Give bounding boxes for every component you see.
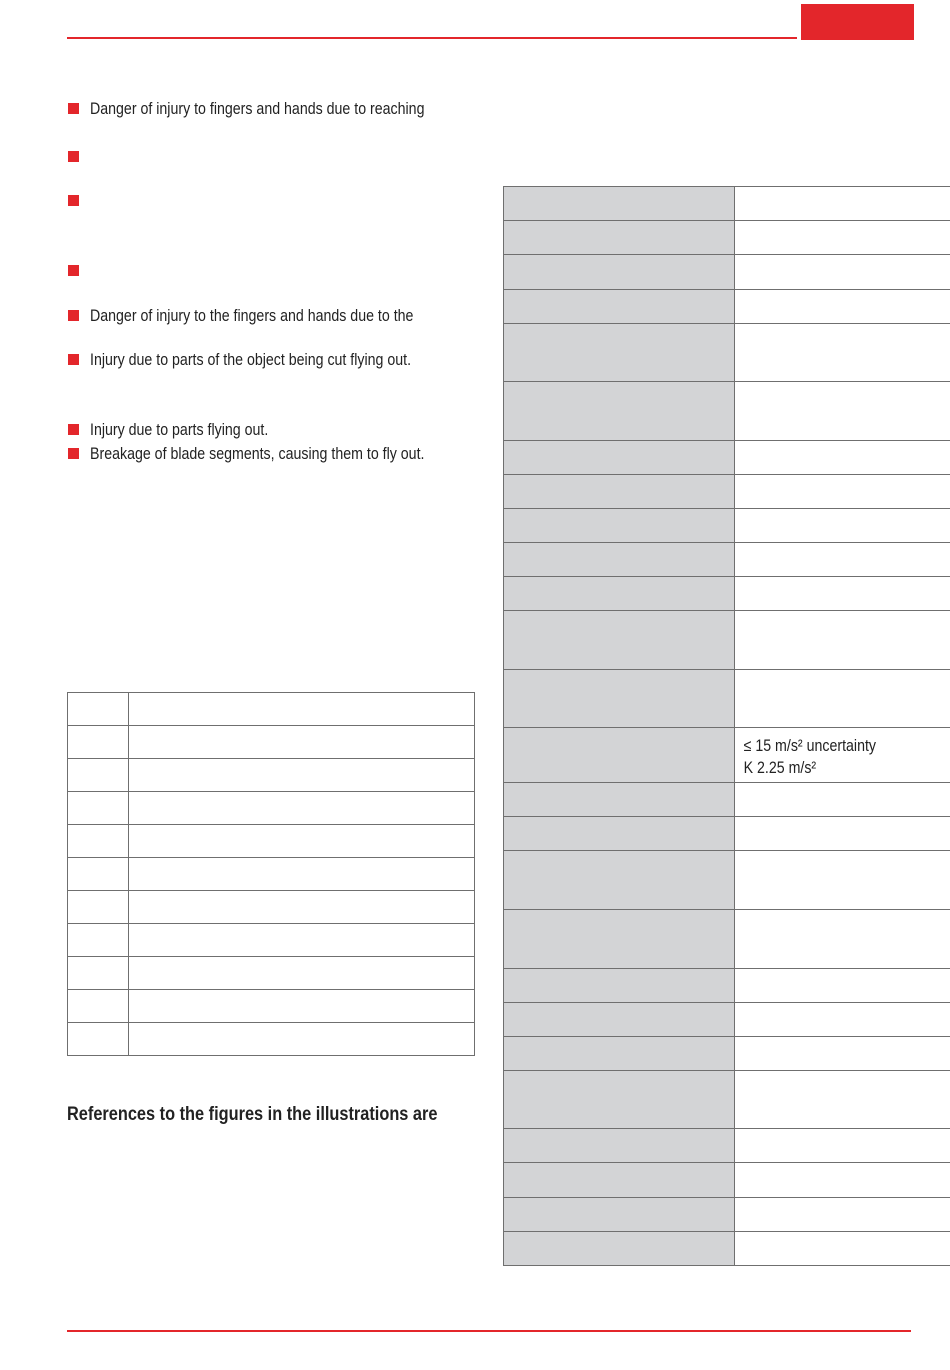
spec-label bbox=[504, 303, 702, 310]
table-row bbox=[504, 783, 950, 817]
spec-value bbox=[735, 1003, 933, 1010]
table-row bbox=[68, 858, 475, 891]
spec-value-cell bbox=[735, 1129, 950, 1163]
table-row bbox=[504, 1037, 950, 1071]
spec-value-cell bbox=[735, 290, 950, 324]
table-row bbox=[504, 728, 950, 783]
table-row bbox=[504, 221, 950, 255]
spec-value bbox=[735, 382, 933, 389]
spec-label-cell bbox=[504, 851, 735, 910]
spec-label-cell bbox=[504, 1037, 735, 1071]
spec-value bbox=[735, 783, 933, 790]
spec-label bbox=[504, 454, 702, 461]
table-cell bbox=[68, 891, 129, 924]
spec-value-cell bbox=[735, 441, 950, 475]
table-cell bbox=[68, 1023, 129, 1056]
table-row bbox=[68, 693, 475, 726]
table-cell bbox=[129, 1023, 475, 1056]
table-cell bbox=[68, 792, 129, 825]
table-cell bbox=[129, 825, 475, 858]
spec-value-cell bbox=[735, 1003, 950, 1037]
spec-value bbox=[735, 851, 933, 858]
bullet-square-icon bbox=[68, 448, 79, 459]
table-cell bbox=[68, 825, 129, 858]
header-accent-block bbox=[801, 4, 914, 40]
bullet-square-icon bbox=[68, 265, 79, 276]
spec-label-cell bbox=[504, 382, 735, 441]
spec-label bbox=[504, 522, 702, 529]
spec-label bbox=[504, 408, 702, 415]
spec-value-cell bbox=[735, 382, 950, 441]
spec-value-cell bbox=[735, 851, 950, 910]
spec-label-cell bbox=[504, 611, 735, 670]
table-row bbox=[504, 611, 950, 670]
spec-label bbox=[504, 796, 702, 803]
table-row bbox=[504, 670, 950, 728]
spec-value bbox=[735, 910, 933, 917]
spec-label bbox=[504, 590, 702, 597]
table-cell bbox=[68, 693, 129, 726]
table-row bbox=[504, 187, 950, 221]
bullet-item bbox=[67, 443, 487, 465]
spec-label bbox=[504, 830, 702, 837]
table-cell bbox=[129, 891, 475, 924]
spec-value bbox=[735, 1129, 933, 1136]
spec-value bbox=[735, 611, 933, 618]
spec-value-cell bbox=[735, 577, 950, 611]
spec-label bbox=[504, 488, 702, 495]
spec-label bbox=[504, 877, 702, 884]
table-row bbox=[504, 290, 950, 324]
table-row bbox=[504, 969, 950, 1003]
table-row bbox=[504, 577, 950, 611]
spec-value bbox=[735, 1232, 933, 1239]
spec-value-cell bbox=[735, 509, 950, 543]
spec-value bbox=[735, 1163, 933, 1170]
table-row bbox=[504, 1003, 950, 1037]
spec-value bbox=[735, 221, 933, 228]
spec-label bbox=[504, 695, 702, 702]
table-row bbox=[504, 509, 950, 543]
table-cell bbox=[129, 759, 475, 792]
spec-label-cell bbox=[504, 1071, 735, 1129]
bullet-text: Danger of injury to the fingers and hands due to the bbox=[90, 307, 414, 325]
spec-value-cell bbox=[735, 783, 950, 817]
spec-label bbox=[504, 234, 702, 241]
spec-label bbox=[504, 1050, 702, 1057]
table-row bbox=[504, 1071, 950, 1129]
spec-label-cell bbox=[504, 1232, 735, 1266]
bullet-square-icon bbox=[68, 424, 79, 435]
table-cell bbox=[129, 726, 475, 759]
parts-table bbox=[67, 692, 475, 1056]
spec-label-cell bbox=[504, 577, 735, 611]
bullet-item bbox=[67, 419, 487, 441]
table-cell bbox=[68, 858, 129, 891]
spec-label-cell bbox=[504, 1163, 735, 1198]
bullet-square-icon bbox=[68, 354, 79, 365]
table-row bbox=[504, 851, 950, 910]
table-row bbox=[504, 475, 950, 509]
spec-value bbox=[735, 1071, 933, 1078]
spec-value bbox=[735, 475, 933, 482]
table-cell bbox=[129, 792, 475, 825]
spec-label-cell bbox=[504, 255, 735, 290]
bullet-square-icon bbox=[68, 103, 79, 114]
bullet-text: Injury due to parts of the object being cut flying out. bbox=[90, 351, 412, 369]
bullet-item bbox=[67, 305, 487, 327]
spec-label-cell bbox=[504, 1129, 735, 1163]
bullet-item bbox=[67, 146, 487, 168]
table-row bbox=[68, 792, 475, 825]
spec-value-cell bbox=[735, 324, 950, 382]
spec-label bbox=[504, 1096, 702, 1103]
table-cell bbox=[129, 693, 475, 726]
spec-value bbox=[735, 577, 933, 584]
spec-value-cell bbox=[735, 1163, 950, 1198]
spec-label bbox=[504, 637, 702, 644]
spec-label-cell bbox=[504, 441, 735, 475]
table-cell bbox=[129, 924, 475, 957]
spec-value bbox=[735, 290, 933, 297]
spec-value-cell bbox=[735, 187, 950, 221]
table-row bbox=[504, 910, 950, 969]
bullet-square-icon bbox=[68, 195, 79, 206]
spec-label bbox=[504, 1142, 702, 1149]
spec-label-cell bbox=[504, 543, 735, 577]
table-cell bbox=[68, 990, 129, 1023]
spec-value-cell bbox=[735, 670, 950, 728]
table-row bbox=[504, 543, 950, 577]
spec-value bbox=[735, 969, 933, 976]
table-row bbox=[504, 255, 950, 290]
bullet-text: Breakage of blade segments, causing them to fly out. bbox=[90, 445, 425, 463]
vibration-value: ≤ 15 m/s² uncertainty K 2.25 m/s² bbox=[743, 737, 876, 777]
spec-label bbox=[504, 1016, 702, 1023]
spec-value-cell bbox=[735, 817, 950, 851]
spec-label-cell bbox=[504, 1198, 735, 1232]
bullet-square-icon bbox=[68, 151, 79, 162]
spec-label bbox=[504, 349, 702, 356]
spec-value bbox=[735, 509, 933, 516]
spec-label-cell bbox=[504, 1003, 735, 1037]
table-row bbox=[504, 441, 950, 475]
bullet-square-icon bbox=[68, 310, 79, 321]
spec-value-cell bbox=[735, 969, 950, 1003]
spec-label bbox=[504, 1211, 702, 1218]
spec-label-cell bbox=[504, 324, 735, 382]
spec-value-cell bbox=[735, 728, 950, 783]
table-row bbox=[68, 825, 475, 858]
spec-label-cell bbox=[504, 783, 735, 817]
header-rule bbox=[67, 37, 797, 39]
spec-value bbox=[735, 324, 933, 331]
table-cell bbox=[68, 726, 129, 759]
table-row bbox=[68, 891, 475, 924]
spec-value bbox=[735, 1198, 933, 1205]
spec-value bbox=[735, 817, 933, 824]
table-row bbox=[504, 817, 950, 851]
table-cell bbox=[129, 858, 475, 891]
spec-value-cell bbox=[735, 611, 950, 670]
spec-label bbox=[504, 752, 702, 759]
spec-label-cell bbox=[504, 969, 735, 1003]
spec-label bbox=[504, 1245, 702, 1252]
spec-value bbox=[735, 255, 933, 262]
spec-label-cell bbox=[504, 221, 735, 255]
table-cell bbox=[129, 957, 475, 990]
table-row bbox=[68, 990, 475, 1023]
spec-label bbox=[504, 1177, 702, 1184]
table-row bbox=[68, 759, 475, 792]
references-heading: References to the figures in the illustrations are bbox=[67, 1104, 438, 1125]
spec-value-cell bbox=[735, 543, 950, 577]
spec-label-cell bbox=[504, 187, 735, 221]
spec-label-cell bbox=[504, 290, 735, 324]
spec-value-cell bbox=[735, 1198, 950, 1232]
spec-value bbox=[735, 543, 933, 550]
table-row bbox=[504, 1232, 950, 1266]
spec-value bbox=[735, 187, 933, 194]
spec-label-cell bbox=[504, 670, 735, 728]
bullet-item bbox=[67, 190, 487, 212]
table-row bbox=[504, 1198, 950, 1232]
bullet-item bbox=[67, 260, 487, 282]
table-row bbox=[68, 1023, 475, 1056]
spec-label-cell bbox=[504, 728, 735, 783]
spec-value bbox=[735, 441, 933, 448]
spec-label-cell bbox=[504, 817, 735, 851]
bullet-item bbox=[67, 98, 487, 120]
spec-label bbox=[504, 556, 702, 563]
table-row bbox=[504, 1129, 950, 1163]
bullet-text: Injury due to parts flying out. bbox=[90, 421, 269, 439]
spec-value-cell bbox=[735, 1071, 950, 1129]
bullet-text: Danger of injury to fingers and hands due to reaching bbox=[90, 100, 425, 118]
table-cell bbox=[68, 759, 129, 792]
spec-value-cell bbox=[735, 255, 950, 290]
spec-label-cell bbox=[504, 910, 735, 969]
table-row bbox=[68, 726, 475, 759]
table-row bbox=[504, 382, 950, 441]
technical-data-table bbox=[503, 186, 950, 1266]
table-row bbox=[504, 1163, 950, 1198]
spec-value-cell bbox=[735, 475, 950, 509]
footer-rule bbox=[67, 1330, 911, 1332]
spec-label bbox=[504, 936, 702, 943]
table-cell bbox=[129, 990, 475, 1023]
spec-label bbox=[504, 982, 702, 989]
spec-value-cell bbox=[735, 910, 950, 969]
spec-value bbox=[735, 670, 933, 677]
table-row bbox=[68, 957, 475, 990]
table-row bbox=[68, 924, 475, 957]
spec-label bbox=[504, 269, 702, 276]
bullet-item bbox=[67, 349, 487, 371]
spec-value-cell bbox=[735, 1232, 950, 1266]
table-cell bbox=[68, 957, 129, 990]
spec-label bbox=[504, 200, 702, 207]
table-row bbox=[504, 324, 950, 382]
table-cell bbox=[68, 924, 129, 957]
spec-label-cell bbox=[504, 475, 735, 509]
spec-value-cell bbox=[735, 221, 950, 255]
spec-label-cell bbox=[504, 509, 735, 543]
spec-value-cell bbox=[735, 1037, 950, 1071]
spec-value bbox=[735, 1037, 933, 1044]
